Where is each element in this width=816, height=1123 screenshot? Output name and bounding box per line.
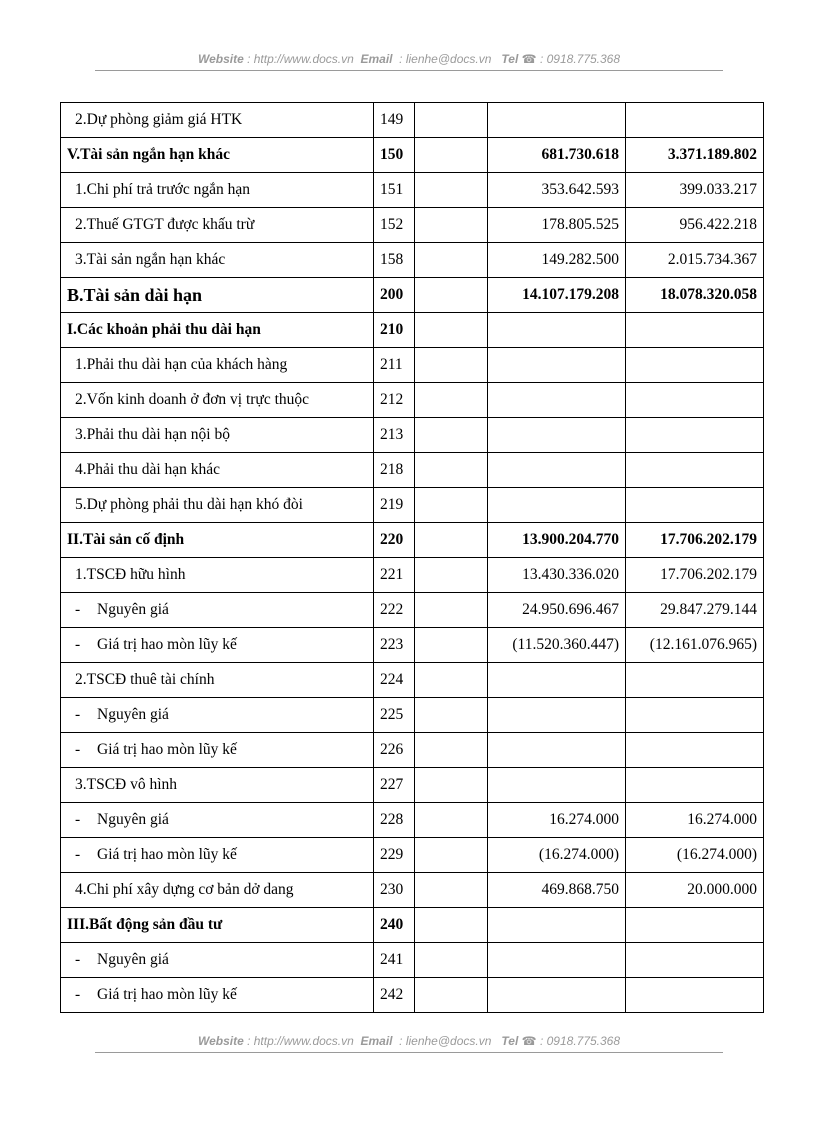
- row-name-text: 4.Phải thu dài hạn khác: [75, 461, 221, 478]
- table-row: [61, 278, 764, 313]
- row-name-text: 4.Chi phí xây dựng cơ bản dở dang: [75, 881, 294, 898]
- row-code-cell: [374, 383, 415, 418]
- row-name-cell: [61, 663, 374, 698]
- row-begin-value-text: 956.422.218: [679, 216, 757, 233]
- row-begin-value-cell: [626, 348, 764, 383]
- row-begin-value-cell: [626, 243, 764, 278]
- row-code-text: 225: [380, 706, 404, 723]
- header-tel-value: : 0918.775.368: [536, 52, 621, 66]
- row-code-text: 224: [380, 671, 404, 688]
- row-code-text: 210: [380, 321, 404, 338]
- table-row: [61, 663, 764, 698]
- footer-website-link[interactable]: : http://www.docs.vn: [243, 1034, 354, 1048]
- row-name-cell: [61, 103, 374, 138]
- footer-divider: [95, 1052, 723, 1053]
- row-name-text: 1.Chi phí trả trước ngắn hạn: [75, 181, 251, 198]
- row-note-cell: [415, 873, 488, 908]
- row-begin-value-cell: [626, 138, 764, 173]
- row-name-text: 2.Vốn kinh doanh ở đơn vị trực thuộc: [75, 391, 310, 408]
- row-begin-value-text: 20.000.000: [687, 881, 757, 898]
- row-begin-value-cell: [626, 768, 764, 803]
- row-code-cell: [374, 348, 415, 383]
- dash-bullet: -: [75, 811, 81, 828]
- row-begin-value-cell: [626, 663, 764, 698]
- row-code-cell: [374, 663, 415, 698]
- table-row: [61, 418, 764, 453]
- header-tel-label: Tel: [501, 52, 519, 66]
- row-name-cell: [61, 208, 374, 243]
- row-name-text: 1.TSCĐ hữu hình: [75, 566, 186, 583]
- row-end-value-cell: [488, 943, 626, 978]
- row-code-cell: [374, 138, 415, 173]
- page-header: [95, 52, 723, 66]
- row-begin-value-cell: [626, 943, 764, 978]
- row-code-text: 220: [380, 531, 404, 548]
- row-name-cell: [61, 243, 374, 278]
- table-row: [61, 768, 764, 803]
- row-name-text: Nguyên giá: [97, 706, 169, 723]
- row-name-text: III.Bất động sản đầu tư: [67, 916, 223, 933]
- row-name-cell: [61, 593, 374, 628]
- row-name-cell: [61, 313, 374, 348]
- row-begin-value-cell: [626, 978, 764, 1013]
- row-code-cell: [374, 243, 415, 278]
- row-end-value-cell: [488, 698, 626, 733]
- table-row: [61, 698, 764, 733]
- dash-bullet: -: [75, 986, 81, 1003]
- row-begin-value-text: 399.033.217: [679, 181, 757, 198]
- table-row: [61, 453, 764, 488]
- balance-sheet-table: [60, 102, 764, 1013]
- phone-icon: ☎: [521, 52, 537, 66]
- row-end-value-text: 149.282.500: [541, 251, 619, 268]
- row-end-value-cell: [488, 138, 626, 173]
- row-begin-value-text: 17.706.202.179: [660, 566, 757, 583]
- row-begin-value-cell: [626, 628, 764, 663]
- row-code-text: 230: [380, 881, 404, 898]
- row-code-cell: [374, 873, 415, 908]
- row-name-text: I.Các khoản phải thu dài hạn: [67, 321, 261, 338]
- row-code-text: 149: [380, 111, 404, 128]
- row-end-value-cell: [488, 978, 626, 1013]
- row-begin-value-cell: [626, 103, 764, 138]
- row-note-cell: [415, 978, 488, 1013]
- row-begin-value-text: (12.161.076.965): [649, 636, 757, 653]
- row-end-value-cell: [488, 733, 626, 768]
- row-note-cell: [415, 278, 488, 313]
- row-end-value-text: (16.274.000): [538, 846, 619, 863]
- row-end-value-text: 16.274.000: [549, 811, 619, 828]
- row-begin-value-cell: [626, 593, 764, 628]
- row-end-value-cell: [488, 593, 626, 628]
- row-code-text: 213: [380, 426, 404, 443]
- footer-website-label: Website: [197, 1034, 244, 1048]
- row-end-value-cell: [488, 348, 626, 383]
- row-end-value-text: 13.900.204.770: [522, 531, 619, 548]
- row-name-text: 3.TSCĐ vô hình: [75, 776, 178, 793]
- row-end-value-text: 13.430.336.020: [522, 566, 619, 583]
- row-code-cell: [374, 418, 415, 453]
- table-row: [61, 628, 764, 663]
- row-end-value-cell: [488, 523, 626, 558]
- row-code-text: 229: [380, 846, 404, 863]
- row-code-cell: [374, 453, 415, 488]
- row-code-text: 227: [380, 776, 404, 793]
- row-end-value-cell: [488, 663, 626, 698]
- row-end-value-cell: [488, 908, 626, 943]
- header-email-label: Email: [360, 52, 393, 66]
- row-end-value-text: (11.520.360.447): [512, 636, 619, 653]
- row-name-cell: [61, 943, 374, 978]
- row-note-cell: [415, 208, 488, 243]
- row-end-value-cell: [488, 488, 626, 523]
- row-name-cell: [61, 978, 374, 1013]
- row-code-text: 241: [380, 951, 404, 968]
- row-name-cell: [61, 803, 374, 838]
- row-begin-value-text: 17.706.202.179: [660, 531, 757, 548]
- row-name-cell: [61, 628, 374, 663]
- row-code-cell: [374, 803, 415, 838]
- row-begin-value-cell: [626, 278, 764, 313]
- row-note-cell: [415, 348, 488, 383]
- row-name-cell: [61, 558, 374, 593]
- row-begin-value-cell: [626, 873, 764, 908]
- row-end-value-text: 14.107.179.208: [522, 286, 619, 303]
- row-code-cell: [374, 908, 415, 943]
- table-row: [61, 488, 764, 523]
- row-note-cell: [415, 523, 488, 558]
- row-code-text: 200: [380, 286, 404, 303]
- row-end-value-cell: [488, 628, 626, 663]
- header-website-label: Website: [197, 52, 244, 66]
- dash-bullet: -: [75, 846, 81, 863]
- row-code-cell: [374, 768, 415, 803]
- row-name-cell: [61, 418, 374, 453]
- row-name-cell: [61, 768, 374, 803]
- row-note-cell: [415, 453, 488, 488]
- table-row: [61, 208, 764, 243]
- row-name-cell: [61, 733, 374, 768]
- row-code-text: 152: [380, 216, 404, 233]
- row-end-value-text: 469.868.750: [541, 881, 619, 898]
- table-row: [61, 873, 764, 908]
- row-code-text: 158: [380, 251, 404, 268]
- row-name-text: II.Tài sản cố định: [67, 531, 185, 548]
- row-note-cell: [415, 243, 488, 278]
- phone-icon: ☎: [521, 1034, 537, 1048]
- row-end-value-cell: [488, 838, 626, 873]
- table-row: [61, 243, 764, 278]
- row-begin-value-cell: [626, 733, 764, 768]
- row-note-cell: [415, 943, 488, 978]
- row-name-text: 2.Dự phòng giảm giá HTK: [75, 111, 243, 128]
- row-begin-value-text: 3.371.189.802: [667, 146, 757, 163]
- row-code-text: 150: [380, 146, 404, 163]
- page-footer: [95, 1034, 723, 1048]
- row-end-value-cell: [488, 173, 626, 208]
- row-code-cell: [374, 978, 415, 1013]
- row-name-text: Nguyên giá: [97, 601, 169, 618]
- table-row: [61, 173, 764, 208]
- row-code-cell: [374, 838, 415, 873]
- row-end-value-cell: [488, 453, 626, 488]
- row-end-value-text: 178.805.525: [541, 216, 619, 233]
- table-row: [61, 348, 764, 383]
- row-end-value-cell: [488, 418, 626, 453]
- row-code-text: 219: [380, 496, 404, 513]
- row-begin-value-cell: [626, 523, 764, 558]
- row-name-cell: [61, 138, 374, 173]
- row-name-cell: [61, 523, 374, 558]
- row-name-text: Nguyên giá: [97, 811, 169, 828]
- table-row: [61, 103, 764, 138]
- row-begin-value-cell: [626, 208, 764, 243]
- row-code-text: 211: [380, 356, 403, 373]
- row-code-text: 218: [380, 461, 404, 478]
- row-begin-value-cell: [626, 173, 764, 208]
- balance-sheet-body: [61, 103, 764, 1013]
- row-name-text: Giá trị hao mòn lũy kế: [97, 846, 237, 863]
- row-code-text: 151: [380, 181, 404, 198]
- row-name-cell: [61, 278, 374, 313]
- row-note-cell: [415, 803, 488, 838]
- row-end-value-cell: [488, 313, 626, 348]
- row-code-text: 222: [380, 601, 404, 618]
- header-divider: [95, 70, 723, 71]
- row-name-cell: [61, 838, 374, 873]
- row-code-text: 212: [380, 391, 404, 408]
- row-begin-value-text: 29.847.279.144: [660, 601, 757, 618]
- row-end-value-cell: [488, 768, 626, 803]
- footer-email-label: Email: [360, 1034, 393, 1048]
- row-name-cell: [61, 698, 374, 733]
- table-row: [61, 733, 764, 768]
- row-code-cell: [374, 628, 415, 663]
- row-end-value-cell: [488, 208, 626, 243]
- row-code-cell: [374, 733, 415, 768]
- row-begin-value-text: 18.078.320.058: [660, 286, 757, 303]
- row-name-text: 5.Dự phòng phải thu dài hạn khó đòi: [75, 496, 303, 513]
- row-end-value-text: 24.950.696.467: [522, 601, 619, 618]
- row-name-text: 1.Phải thu dài hạn của khách hàng: [75, 356, 288, 373]
- row-name-text: Giá trị hao mòn lũy kế: [97, 741, 237, 758]
- row-begin-value-cell: [626, 803, 764, 838]
- row-begin-value-cell: [626, 698, 764, 733]
- row-name-cell: [61, 488, 374, 523]
- dash-bullet: -: [75, 951, 81, 968]
- row-end-value-text: 353.642.593: [541, 181, 619, 198]
- row-begin-value-cell: [626, 453, 764, 488]
- row-end-value-cell: [488, 278, 626, 313]
- row-code-cell: [374, 593, 415, 628]
- row-end-value-text: 681.730.618: [541, 146, 619, 163]
- row-name-text: 2.Thuế GTGT được khấu trừ: [75, 216, 255, 233]
- row-name-text: B.Tài sản dài hạn: [67, 284, 203, 305]
- row-code-cell: [374, 103, 415, 138]
- table-row: [61, 838, 764, 873]
- row-code-cell: [374, 943, 415, 978]
- row-note-cell: [415, 768, 488, 803]
- row-begin-value-cell: [626, 558, 764, 593]
- row-end-value-cell: [488, 558, 626, 593]
- row-name-cell: [61, 873, 374, 908]
- row-begin-value-cell: [626, 488, 764, 523]
- row-name-text: Giá trị hao mòn lũy kế: [97, 636, 237, 653]
- row-code-text: 228: [380, 811, 404, 828]
- row-note-cell: [415, 173, 488, 208]
- row-begin-value-cell: [626, 908, 764, 943]
- dash-bullet: -: [75, 706, 81, 723]
- row-name-text: 2.TSCĐ thuê tài chính: [75, 671, 215, 688]
- row-end-value-cell: [488, 243, 626, 278]
- table-row: [61, 138, 764, 173]
- row-note-cell: [415, 628, 488, 663]
- row-end-value-cell: [488, 103, 626, 138]
- row-name-text: 3.Phải thu dài hạn nội bộ: [75, 426, 230, 443]
- header-email-link[interactable]: : lienhe@docs.vn: [395, 52, 492, 66]
- row-code-text: 223: [380, 636, 404, 653]
- row-name-cell: [61, 383, 374, 418]
- row-begin-value-cell: [626, 838, 764, 873]
- table-row: [61, 593, 764, 628]
- row-name-text: V.Tài sản ngắn hạn khác: [67, 146, 230, 163]
- row-note-cell: [415, 138, 488, 173]
- row-code-cell: [374, 173, 415, 208]
- row-name-cell: [61, 453, 374, 488]
- header-website-link[interactable]: : http://www.docs.vn: [243, 52, 354, 66]
- row-name-text: Nguyên giá: [97, 951, 169, 968]
- row-end-value-cell: [488, 383, 626, 418]
- footer-email-link[interactable]: : lienhe@docs.vn: [395, 1034, 492, 1048]
- row-note-cell: [415, 418, 488, 453]
- table-row: [61, 383, 764, 418]
- footer-tel-value: : 0918.775.368: [536, 1034, 621, 1048]
- row-note-cell: [415, 838, 488, 873]
- row-note-cell: [415, 313, 488, 348]
- row-begin-value-text: 2.015.734.367: [667, 251, 757, 268]
- row-name-cell: [61, 173, 374, 208]
- table-row: [61, 313, 764, 348]
- table-row: [61, 558, 764, 593]
- row-note-cell: [415, 663, 488, 698]
- dash-bullet: -: [75, 741, 81, 758]
- dash-bullet: -: [75, 601, 81, 618]
- row-code-cell: [374, 278, 415, 313]
- row-note-cell: [415, 593, 488, 628]
- row-code-cell: [374, 523, 415, 558]
- row-code-text: 221: [380, 566, 404, 583]
- row-code-cell: [374, 558, 415, 593]
- row-note-cell: [415, 558, 488, 593]
- row-note-cell: [415, 698, 488, 733]
- row-begin-value-cell: [626, 313, 764, 348]
- row-name-cell: [61, 908, 374, 943]
- table-row: [61, 523, 764, 558]
- row-name-cell: [61, 348, 374, 383]
- row-name-text: Giá trị hao mòn lũy kế: [97, 986, 237, 1003]
- row-code-text: 226: [380, 741, 404, 758]
- footer-tel-label: Tel: [501, 1034, 519, 1048]
- row-note-cell: [415, 103, 488, 138]
- row-note-cell: [415, 383, 488, 418]
- table-row: [61, 803, 764, 838]
- row-code-cell: [374, 488, 415, 523]
- table-row: [61, 943, 764, 978]
- table-row: [61, 908, 764, 943]
- row-name-text: 3.Tài sản ngắn hạn khác: [75, 251, 226, 268]
- row-code-cell: [374, 208, 415, 243]
- row-end-value-cell: [488, 803, 626, 838]
- row-begin-value-text: 16.274.000: [687, 811, 757, 828]
- row-begin-value-cell: [626, 383, 764, 418]
- row-note-cell: [415, 908, 488, 943]
- row-note-cell: [415, 733, 488, 768]
- row-code-cell: [374, 698, 415, 733]
- row-end-value-cell: [488, 873, 626, 908]
- row-begin-value-text: (16.274.000): [676, 846, 757, 863]
- row-code-cell: [374, 313, 415, 348]
- dash-bullet: -: [75, 636, 81, 653]
- row-note-cell: [415, 488, 488, 523]
- row-code-text: 242: [380, 986, 404, 1003]
- table-row: [61, 978, 764, 1013]
- row-code-text: 240: [380, 916, 404, 933]
- row-begin-value-cell: [626, 418, 764, 453]
